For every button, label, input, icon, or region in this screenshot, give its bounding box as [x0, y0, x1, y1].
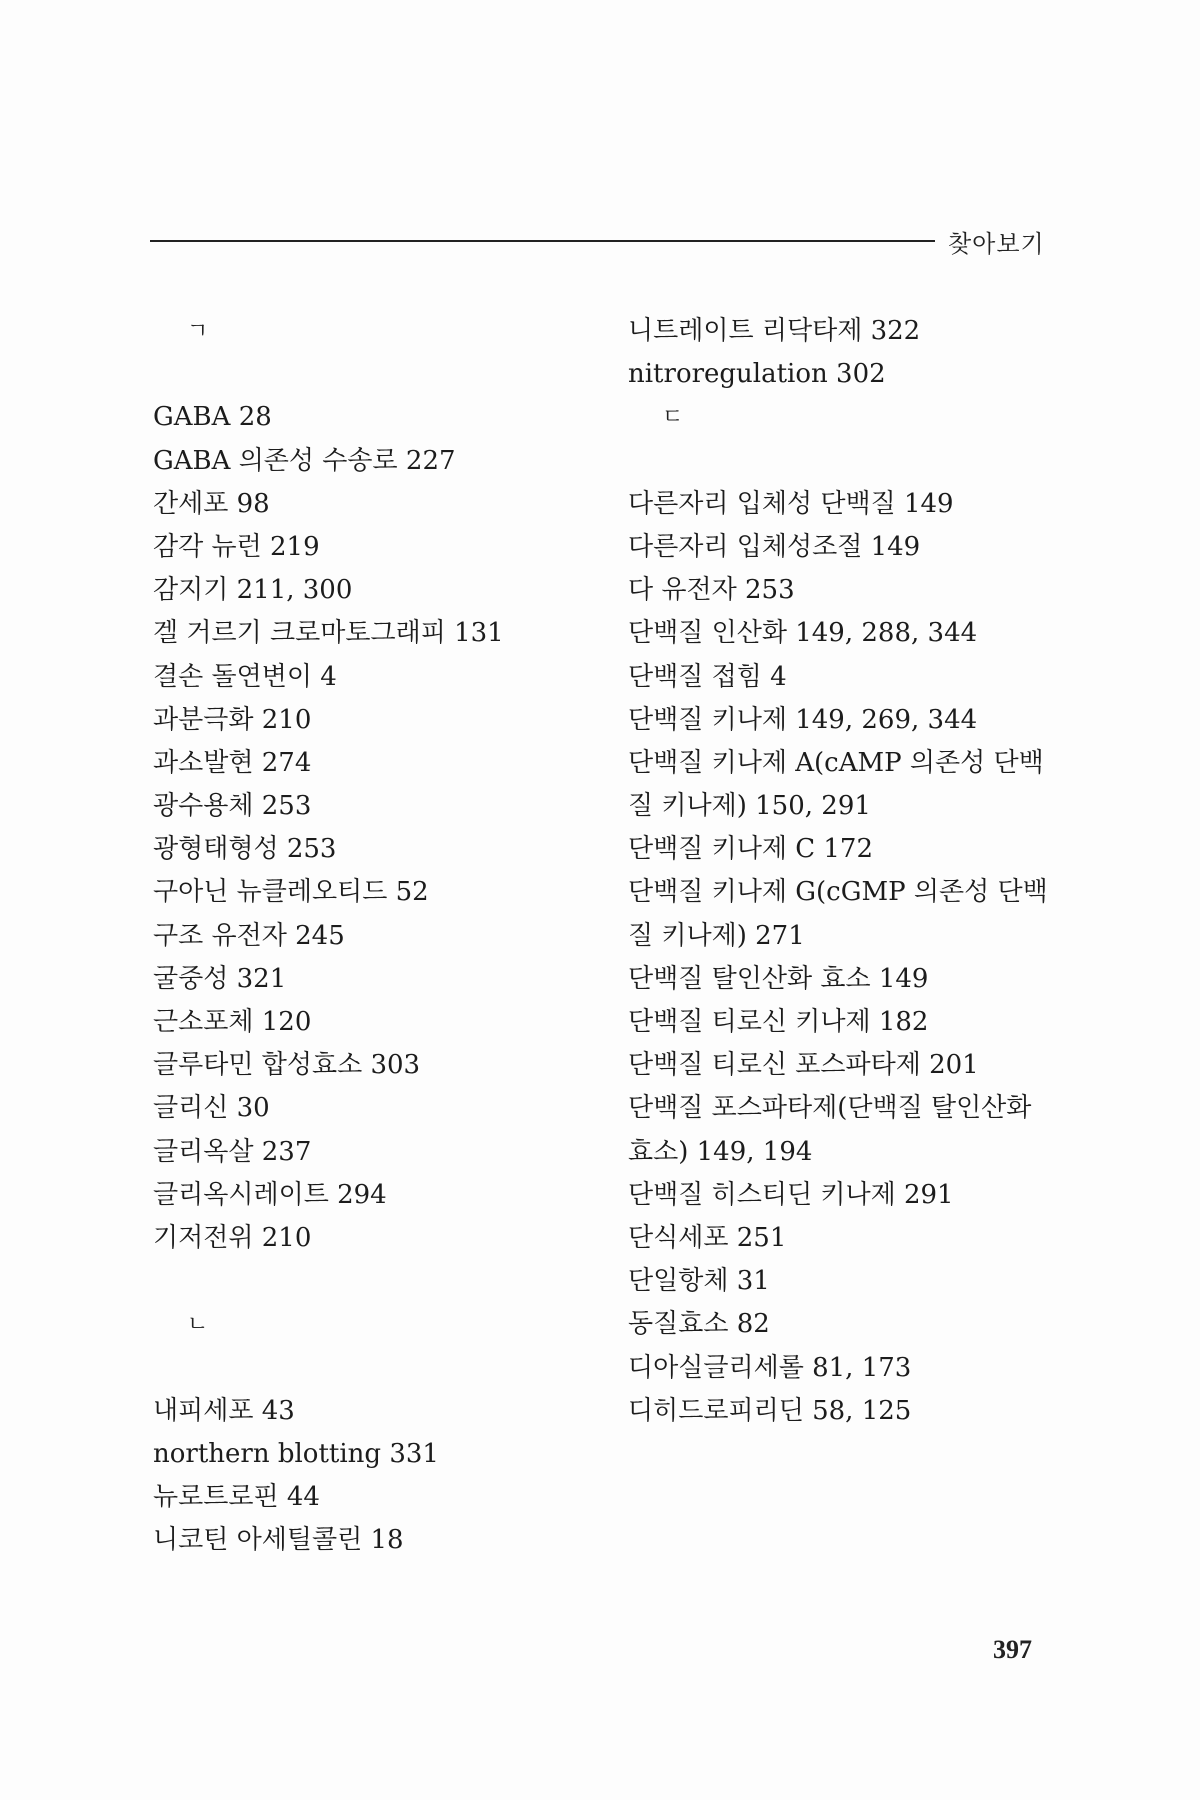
index-entry: 과분극화 210 [153, 704, 312, 735]
index-entry: 단백질 키나제 C 172 [628, 834, 874, 865]
section-letter-giyeok: ㄱ [187, 319, 209, 344]
section-letter-digeut: ㄷ [662, 405, 684, 431]
index-entry: 글루타민 합성효소 303 [153, 1050, 421, 1081]
index-entry: 굴중성 321 [153, 963, 287, 994]
index-entry: 글리신 30 [153, 1093, 270, 1124]
header-rule [150, 240, 935, 242]
index-entry: 뉴로트로핀 44 [153, 1482, 320, 1513]
running-header-title: 찾아보기 [948, 230, 1045, 258]
index-entry-continuation: 효소) 149, 194 [628, 1136, 813, 1167]
index-entry: GABA 의존성 수송로 227 [153, 445, 456, 476]
index-entry: 단백질 탈인산화 효소 149 [628, 963, 929, 994]
index-entry: 디아실글리세롤 81, 173 [628, 1352, 912, 1383]
index-entry: 간세포 98 [153, 488, 270, 519]
index-entry: 니트레이트 리닥타제 322 [628, 316, 921, 346]
index-entry: 단백질 키나제 149, 269, 344 [628, 704, 978, 735]
index-entry: 동질효소 82 [628, 1309, 770, 1340]
index-entry: 니코틴 아세틸콜린 18 [153, 1525, 404, 1556]
index-entry: nitroregulation 302 [628, 359, 886, 390]
index-column-left [153, 310, 593, 1562]
index-entry: 다른자리 입체성조절 149 [628, 531, 921, 562]
index-entry: 다 유전자 253 [628, 575, 795, 606]
index-entry: 글리옥살 237 [153, 1136, 312, 1167]
section-gap [153, 353, 593, 396]
index-entry: 단백질 키나제 A(cAMP 의존성 단백 [628, 747, 1044, 778]
index-entry: GABA 28 [153, 402, 272, 433]
index-entry: 감각 뉴런 219 [153, 531, 320, 562]
index-entry: 단일항체 31 [628, 1266, 770, 1297]
index-entry: 디히드로피리딘 58, 125 [628, 1395, 912, 1426]
index-entry-continuation: 질 키나제) 150, 291 [628, 791, 871, 822]
section-gap [153, 1347, 593, 1390]
index-entry: 겔 거르기 크로마토그래피 131 [153, 618, 504, 649]
index-entry: 단백질 키나제 G(cGMP 의존성 단백 [628, 877, 1048, 908]
page-number: 397 [993, 1635, 1032, 1664]
index-entry: 단백질 포스파타제(단백질 탈인산화 [628, 1093, 1032, 1124]
index-entry-continuation: 질 키나제) 271 [628, 920, 805, 951]
index-entry: 구아닌 뉴클레오티드 52 [153, 877, 429, 908]
index-entry: 단백질 인산화 149, 288, 344 [628, 618, 978, 649]
index-entry: 단백질 히스티딘 키나제 291 [628, 1179, 954, 1210]
index-entry: 광형태형성 253 [153, 834, 337, 865]
index-entry: 단백질 접힘 4 [628, 661, 787, 692]
index-entry: 단백질 티로신 포스파타제 201 [628, 1050, 979, 1081]
index-entry: 근소포체 120 [153, 1007, 312, 1037]
index-entry: 다른자리 입체성 단백질 149 [628, 488, 954, 519]
index-entry: 광수용체 253 [153, 791, 312, 822]
index-column-right [628, 310, 1058, 1433]
index-entry: northern blotting 331 [153, 1438, 439, 1469]
section-gap [628, 440, 1058, 483]
index-entry: 구조 유전자 245 [153, 920, 345, 951]
section-letter-nieun: ㄴ [187, 1312, 209, 1338]
index-entry: 단식세포 251 [628, 1222, 787, 1253]
index-entry: 단백질 티로신 키나제 182 [628, 1007, 929, 1037]
index-entry: 기저전위 210 [153, 1222, 312, 1253]
index-entry: 내피세포 43 [153, 1395, 295, 1426]
index-entry: 감지기 211, 300 [153, 575, 353, 606]
index-entry: 결손 돌연변이 4 [153, 661, 337, 692]
index-entry: 글리옥시레이트 294 [153, 1179, 387, 1210]
index-entry: 과소발현 274 [153, 747, 312, 778]
section-gap [153, 1260, 593, 1303]
